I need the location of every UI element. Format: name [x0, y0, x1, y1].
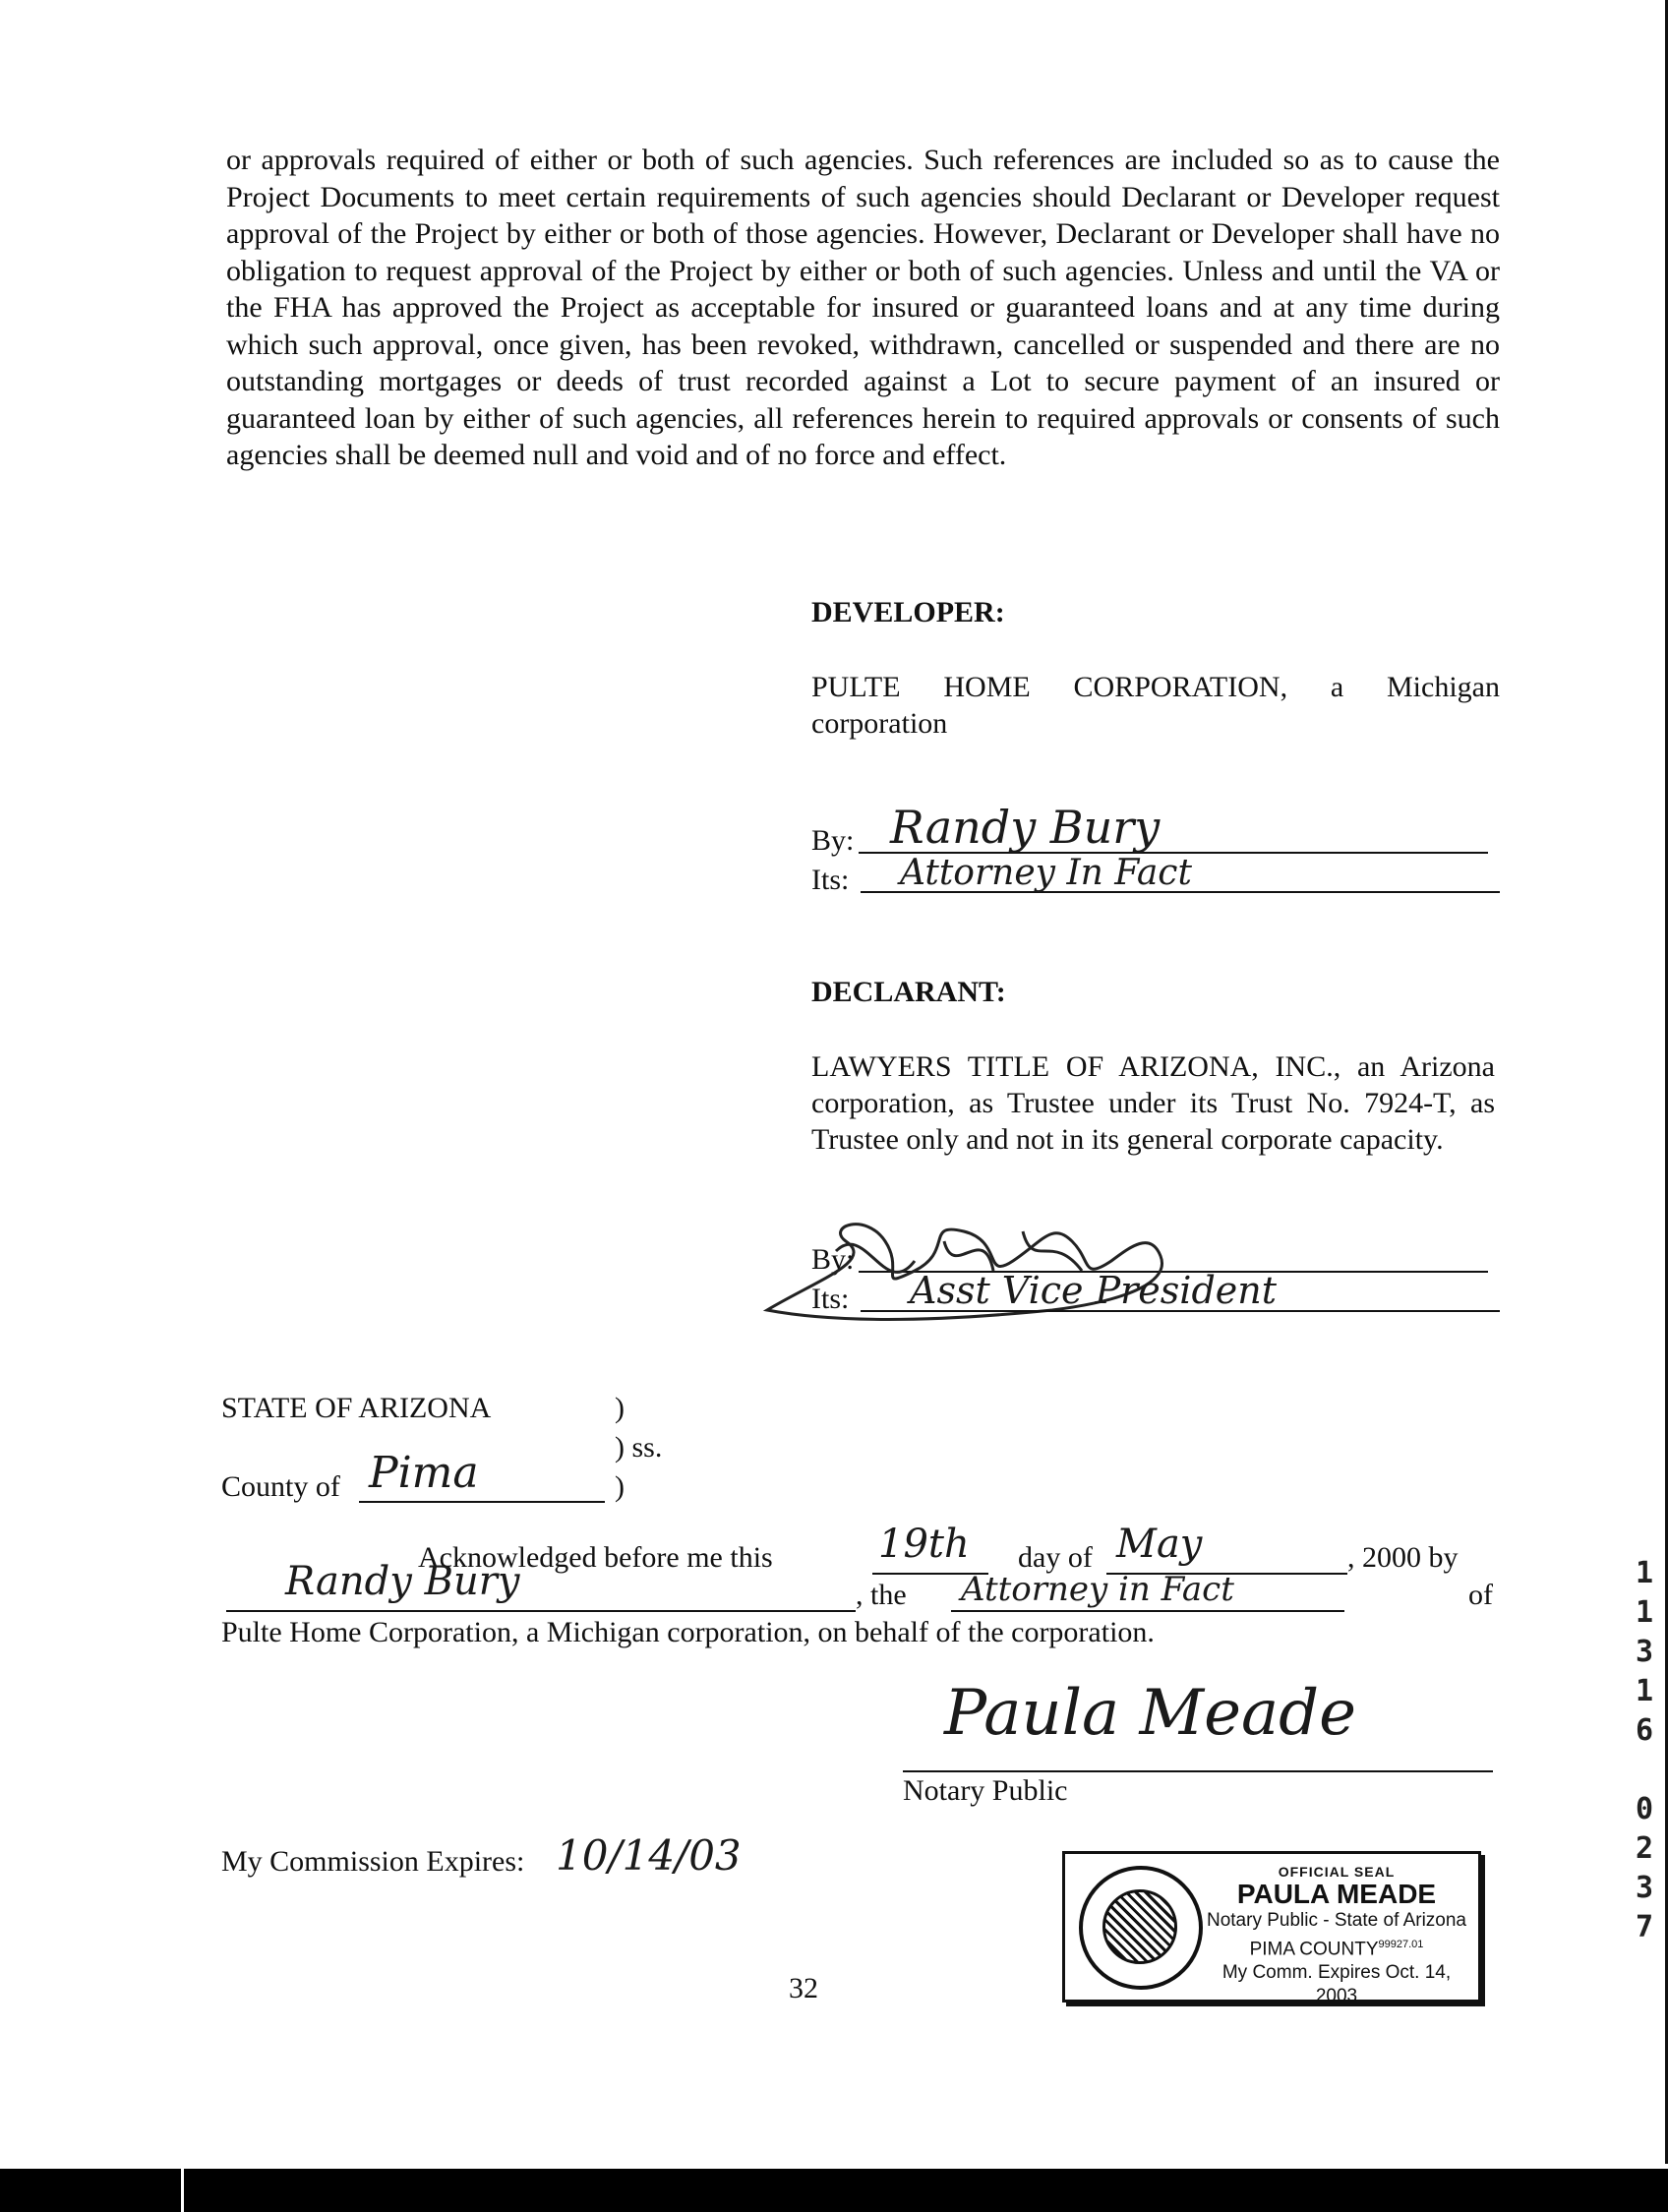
commission-date-handwritten: 10/14/03: [556, 1831, 742, 1880]
acknowledgment-line3: Pulte Home Corporation, a Michigan corporation, on behalf of the corporation.: [221, 1616, 1155, 1648]
signer-name-handwritten: Randy Bury: [285, 1559, 520, 1604]
its-label: Its:: [811, 864, 850, 896]
ss-marker: ) ss.: [615, 1431, 663, 1464]
day-handwritten: 19th: [878, 1522, 970, 1567]
state-line: STATE OF ARIZONA: [221, 1392, 492, 1424]
declarant-heading: DECLARANT:: [811, 976, 1006, 1008]
developer-title-handwritten: Attorney In Fact: [900, 853, 1192, 893]
seal-county: PIMA COUNTY: [1249, 1939, 1379, 1960]
by-label: By:: [811, 1243, 855, 1276]
recording-number: 1 1 3 1 6 0 2 3 7: [1635, 1556, 1654, 1944]
acknowledgment-block: Acknowledged before me this 19th day of May , 2000 by Randy Bury , the Attorney in Fact of Pulte Home Corporation, a Michigan corporation, on behalf of the corporation.: [221, 1522, 1493, 1648]
seal-expires: My Comm. Expires Oct. 14, 2003: [1221, 1962, 1452, 2007]
declarant-title-handwritten: Asst Vice President: [910, 1269, 1278, 1312]
county-label: County of: [221, 1470, 340, 1503]
venue-block: STATE OF ARIZONA ) ) ss. County of Pima ): [221, 1392, 663, 1503]
scan-bottom-bar: [0, 2169, 1668, 2212]
notary-label: Notary Public: [903, 1774, 1068, 1807]
seal-name: PAULA MEADE: [1236, 1879, 1437, 1909]
notary-signature: Paula Meade: [944, 1677, 1356, 1750]
developer-its-line: [811, 853, 1495, 901]
state-seal-emblem: [1079, 1866, 1203, 1990]
seal-commission-id: 99927.01: [1378, 1939, 1424, 1950]
developer-heading: DEVELOPER:: [811, 596, 1005, 628]
body-paragraph: or approvals required of either or both of such agencies. Such references are included so as to cause the Project Documents to meet certain requirements of such agencies should Declarant or Developer request approval of the Project by either or both of those agencies. However, Declarant or Developer shall have no obligation to request approval of the Project by either or both of such agencies. Unless and until the VA or the FHA has approved the Project as acceptable for insured or guaranteed loans and at any time during which such approval, once given, has been revoked, withdrawn, cancelled or suspended and there are no outstanding mortgages or deeds of trust recorded against a Lot to secure payment of an insured or guaranteed loan by either of such agencies, all references herein to required approvals or consents of such agencies shall be deemed null and void and of no force and effect.: [226, 144, 1500, 471]
notary-seal-stamp: [1062, 1851, 1481, 2007]
county-handwritten: Pima: [369, 1448, 479, 1498]
developer-signature: Randy Bury: [890, 801, 1161, 854]
signer-title-handwritten: Attorney in Fact: [961, 1570, 1234, 1609]
its-label: Its:: [811, 1283, 850, 1315]
seal-line1: Notary Public - State of Arizona: [1206, 1910, 1466, 1931]
declarant-entity: LAWYERS TITLE OF ARIZONA, INC., an Arizona corporation, as Trustee under its Trust No. 7924-T, as Trustee only and not in its general corporate capacity.: [811, 1050, 1495, 1156]
month-handwritten: May: [1116, 1522, 1203, 1567]
page-number: 32: [789, 1972, 818, 2004]
developer-entity: PULTE HOME CORPORATION, a Michigan corporation: [811, 671, 1500, 740]
declarant-its-line: [811, 1269, 1495, 1320]
seal-official: OFFICIAL SEAL: [1278, 1864, 1396, 1880]
by-label: By:: [811, 824, 855, 857]
commission-label: My Commission Expires:: [221, 1845, 525, 1878]
commission-expires: [221, 1831, 742, 1880]
